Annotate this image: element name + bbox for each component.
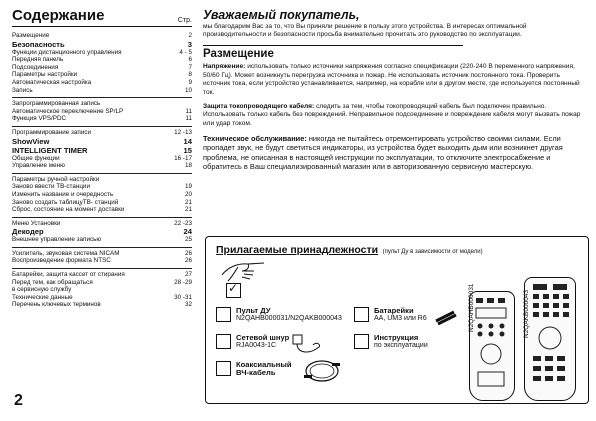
toc-row[interactable]	[12, 146, 192, 155]
toc-row[interactable]	[12, 257, 192, 265]
coax-cable-title: Коаксиальный	[236, 360, 292, 369]
toc-group	[12, 217, 192, 244]
toc-entry-label: в сервисную службу	[12, 286, 72, 294]
toc-entry-label: INTELLIGENT TIMER	[12, 145, 88, 155]
batteries-checkbox[interactable]	[354, 307, 369, 322]
toc-entry-page: 26	[184, 249, 192, 257]
toc-row[interactable]	[12, 227, 192, 236]
toc-header	[12, 8, 192, 27]
toc-entry-page: 12 -13	[174, 128, 192, 136]
toc-row[interactable]	[12, 199, 192, 207]
manual-title: Инструкция	[374, 333, 419, 342]
remote-control-2	[524, 277, 576, 401]
toc-entry-label: Программирование записи	[12, 128, 92, 136]
toc-entry-label: Параметры настройки	[12, 71, 78, 79]
toc-entry-page: 11	[185, 115, 192, 123]
remote-checkbox[interactable]	[216, 307, 231, 322]
batteries-title: Батарейки	[374, 306, 414, 315]
accessories-box	[205, 236, 589, 404]
remote-title: Пульт ДУ	[236, 306, 271, 315]
toc-entry-page: 6	[188, 56, 192, 64]
toc-row[interactable]	[12, 137, 192, 146]
toc-row[interactable]	[12, 79, 192, 87]
toc-entry-page: 9	[188, 78, 192, 86]
toc-entry-label: Внешнее управление записью	[12, 236, 102, 244]
toc-entry-label: Перед тем, как обращаться	[12, 278, 93, 286]
toc-entry-page: 14	[183, 136, 192, 146]
toc-entry-page: 27	[184, 271, 192, 279]
toc-group	[12, 97, 192, 123]
toc-group	[12, 268, 192, 309]
toc-entry-page: 18	[184, 162, 192, 170]
toc-row[interactable]	[12, 301, 192, 309]
coax-cable-checkbox[interactable]	[216, 361, 231, 376]
toc-entry-label: Подсоединения	[12, 63, 59, 71]
toc-entry-page: 22 -23	[174, 219, 192, 227]
toc-entry-page: 21	[184, 206, 192, 214]
toc-row[interactable]	[12, 56, 192, 64]
power-cord-checkbox[interactable]	[216, 334, 231, 349]
toc-entry-label: Технические данные	[12, 293, 73, 301]
example-checkbox[interactable]	[226, 283, 241, 298]
toc-entry-label: Функции дистанционного управления	[12, 48, 122, 56]
power-cord-model: RJA0043-1C	[236, 342, 277, 349]
accessories-title: Прилагаемые принадлежности	[216, 244, 379, 256]
voltage-paragraph	[203, 63, 588, 97]
toc-row[interactable]	[12, 108, 192, 116]
toc-entry-page: 4 - 5	[179, 48, 192, 56]
toc-group	[12, 173, 192, 214]
remote-1-buttons	[470, 292, 514, 400]
toc-entry-label: Общие функции	[12, 154, 60, 162]
toc-entry-page: 26	[184, 257, 192, 265]
toc-group	[12, 247, 192, 265]
service-paragraph	[203, 134, 588, 171]
toc-row[interactable]	[12, 271, 192, 279]
toc-row[interactable]	[12, 71, 192, 79]
remote-2-label: N2QAKB000043	[523, 289, 530, 338]
toc-entry-page: 32	[184, 301, 192, 309]
toc-row[interactable]	[12, 115, 192, 123]
batteries-illustration	[434, 309, 460, 325]
accessories-note: (пульт Ду в зависимости от модели)	[382, 249, 483, 255]
table-of-contents	[12, 8, 192, 309]
batteries-item	[374, 307, 427, 323]
toc-entry-label: Автоматическая настройка	[12, 78, 92, 86]
power-cord-item	[236, 334, 289, 350]
toc-entry-label: Управление меню	[12, 162, 65, 170]
toc-groups	[12, 30, 192, 309]
toc-entry-page: 21	[184, 198, 192, 206]
toc-entry-label: Декодер	[12, 227, 44, 237]
toc-entry-page: 24	[183, 227, 192, 237]
manual-checkbox[interactable]	[354, 334, 369, 349]
service-label: Техническое обслуживание:	[203, 134, 307, 144]
toc-row[interactable]	[12, 87, 192, 95]
greeting-text: мы благодарим Вас за то, что Вы приняли решение в пользу этого устройства. В интересах оптимальной производительности и безопасности просьба внимательно прочитать это руководство по эксплуатации.	[203, 23, 527, 39]
voltage-text: использовать только источники напряжения согласно спецификации (220-240 В переменного напряжения, 50/60 Гц). Может возникнуть перегрузка источника и пожар. Не использовать источник постоянного тока. Проверить источник тока, если устройство устанавливается, например, на корабле или в другом месте, где используется постоянный ток.	[203, 63, 580, 96]
greeting-title: Уважаемый покупатель,	[203, 8, 360, 22]
toc-entry-label: Размещение	[12, 32, 50, 39]
toc-entry-page: 19	[184, 183, 192, 191]
toc-row[interactable]	[12, 40, 192, 49]
coax-cable-title-2: ВЧ-кабель	[236, 368, 276, 377]
toc-entry-label: Параметры ручной настройки	[12, 175, 100, 183]
main-text	[203, 8, 588, 171]
toc-entry-label: Функция VPS/PDC	[12, 115, 67, 123]
toc-entry-label: Изменить название и очередность	[12, 190, 114, 198]
power-cord-title: Сетевой шнур	[236, 333, 290, 342]
toc-entry-label: Батарейки, защита кассет от стирания	[12, 271, 125, 279]
toc-entry-page: 28 -29	[174, 278, 192, 286]
manual-item	[374, 334, 428, 350]
toc-row[interactable]	[12, 162, 192, 170]
toc-entry-page: 20	[184, 190, 192, 198]
toc-row[interactable]	[12, 206, 192, 214]
toc-row[interactable]	[12, 250, 192, 258]
toc-entry-label: Сброс, состояние на момент доставки	[12, 206, 125, 214]
remote-control-1	[468, 283, 515, 401]
toc-entry-label: Автоматическое переключение SP/LP	[12, 107, 124, 115]
cable-paragraph	[203, 103, 588, 128]
toc-entry-page: 30 -31	[174, 293, 192, 301]
toc-entry-label: Перечень ключевых терминов	[12, 301, 101, 309]
toc-row[interactable]	[12, 155, 192, 163]
coax-cable-illustration	[302, 357, 342, 385]
toc-title: Содержание	[12, 7, 105, 24]
voltage-label: Напряжение:	[203, 63, 246, 71]
toc-entry-label: Запрограммированная запись	[12, 100, 101, 108]
toc-entry-page: 3	[187, 39, 192, 49]
remote-models: N2QAHB000031/N2QAKB000043	[236, 315, 342, 322]
toc-row[interactable]	[12, 129, 192, 137]
remote-2-buttons	[525, 278, 575, 400]
toc-row[interactable]	[12, 220, 192, 228]
toc-entry-page: 15	[183, 145, 192, 155]
toc-entry-label: Заново создать таблицуТВ- станций	[12, 198, 119, 206]
toc-group	[12, 30, 192, 94]
toc-row[interactable]	[12, 236, 192, 244]
service-text: никогда не пытайтесь отремонтировать устройство своими силами. Если пропадет звук, не будут светиться индикаторы, из устройства будет выходить дым или возникнет другая проблема, не описанная в настоящей инструкции по эксплуатации, то отключите электросабжение и обратитесь в Ваш специализированный магазин или в авторизованную сервисную мастерскую.	[203, 134, 563, 171]
toc-entry-label: Передняя панель	[12, 56, 64, 64]
cable-label: Защита токопроводящего кабеля:	[203, 103, 315, 111]
remote-1-label: N2QAHB000031	[468, 283, 475, 332]
toc-row[interactable]	[12, 294, 192, 302]
toc-entry-page: 16 -17	[174, 154, 192, 162]
toc-row[interactable]	[12, 191, 192, 199]
toc-entry-page: 10	[184, 86, 192, 94]
page-number: 2	[14, 392, 23, 409]
toc-row[interactable]	[12, 32, 192, 40]
toc-page-column: Стр.	[177, 17, 192, 24]
toc-entry-label: Безопасность	[12, 39, 65, 49]
remote-item	[236, 307, 342, 323]
toc-entry-page: 11	[185, 107, 192, 115]
toc-entry-label: ShowView	[12, 136, 50, 146]
toc-entry-label: Воспроизведение формата NTSC	[12, 257, 111, 265]
toc-entry-label: Меню Установки	[12, 219, 61, 227]
toc-row[interactable]	[12, 49, 192, 57]
toc-entry-page: 2	[188, 32, 192, 39]
toc-entry-page: 8	[188, 71, 192, 79]
toc-row[interactable]	[12, 183, 192, 191]
toc-entry-label: Усилитель, звуковая система NICAM	[12, 249, 120, 257]
manual-text: по эксплуатации	[374, 342, 428, 349]
toc-entry-label: Заново ввести ТВ-станции	[12, 183, 90, 191]
toc-row[interactable]	[12, 100, 192, 108]
batteries-text: AA, UM3 или R6	[374, 315, 427, 322]
toc-entry-page: 25	[184, 236, 192, 244]
placement-title: Размещение	[203, 45, 463, 61]
toc-row[interactable]	[12, 176, 192, 184]
toc-entry-label: Запись	[12, 86, 33, 94]
toc-row[interactable]	[12, 286, 192, 294]
toc-entry-page: 7	[188, 63, 192, 71]
power-cord-illustration	[291, 333, 323, 359]
toc-group	[12, 126, 192, 170]
cable-text: следить за тем, чтобы токопроводящий кабель был подключен правильно. Использовать только кабель без повреждений. Неправильное подсоединение и повреждение кабеля могут вызвать пожар или удар током.	[203, 103, 581, 127]
coax-cable-item	[236, 361, 292, 377]
